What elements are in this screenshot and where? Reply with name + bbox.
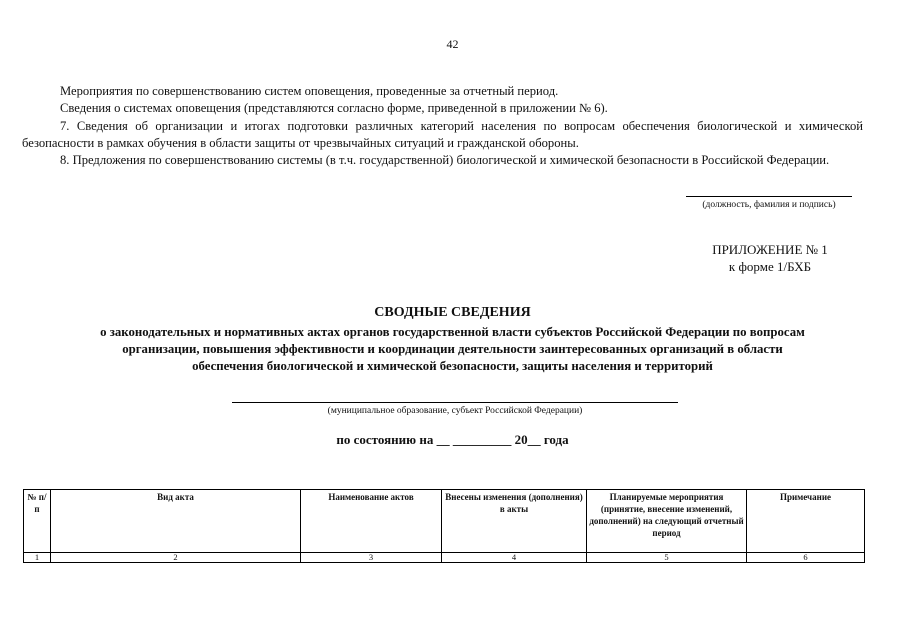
header-number: № п/п (24, 490, 51, 553)
column-number-cell: 1 (24, 553, 51, 563)
paragraph-item-8: 8. Предложения по совершенствованию системы (в т.ч. государственной) биологической и химической безопасности в Российской Федерации. (60, 153, 830, 167)
header-notes: Примечание (747, 490, 865, 553)
column-number-cell: 6 (747, 553, 865, 563)
table-header-row (24, 490, 865, 553)
appendix-label (680, 241, 860, 275)
column-number-cell: 4 (442, 553, 587, 563)
document-subtitle: о законодательных и нормативных актах органов государственной власти субъектов Российской Федерации по вопросам организации, повышения эффективности и координации деятельности заинтересованных организаций в области обеспечения биологической и химической безопасности, защиты населения и территорий (100, 325, 805, 373)
fill-in-caption: (муниципальное образование, субъект Российской Федерации) (327, 406, 583, 416)
header-amendments: Внесены изменения (дополнения) в акты (442, 490, 587, 553)
column-number-cell: 5 (587, 553, 747, 563)
table-row (24, 553, 865, 563)
page-number: 42 (446, 37, 459, 51)
header-planned-measures: Планируемые мероприятия (принятие, внесение изменений, дополнений) на следующий отчетный период (587, 490, 747, 553)
header-act-type: Вид акта (51, 490, 301, 553)
signature-caption: (должность, фамилия и подпись) (702, 200, 836, 210)
appendix-line-1: ПРИЛОЖЕНИЕ № 1 (712, 242, 828, 257)
paragraph-measures: Мероприятия по совершенствованию систем оповещения, проведенные за отчетный период. (60, 84, 559, 98)
acts-table (23, 489, 865, 563)
fill-in-line (232, 402, 678, 403)
column-number-cell: 2 (51, 553, 301, 563)
header-act-names: Наименование актов (301, 490, 442, 553)
appendix-line-2: к форме 1/БХБ (728, 259, 812, 274)
state-date-line: по состоянию на __ _________ 20__ года (336, 432, 569, 447)
signature-line (686, 196, 852, 197)
column-number-cell: 3 (301, 553, 442, 563)
paragraph-item-7: 7. Сведения об организации и итогах подготовки различных категорий населения по вопросам обеспечения биологической и химической безопасности в рамках обучения в области защиты от чрезвычайных ситуаций и гражданской обороны. (22, 119, 863, 150)
document-title: СВОДНЫЕ СВЕДЕНИЯ (374, 305, 531, 320)
paragraph-notification-info: Сведения о системах оповещения (представляются согласно форме, приведенной в приложении № 6). (60, 101, 608, 115)
